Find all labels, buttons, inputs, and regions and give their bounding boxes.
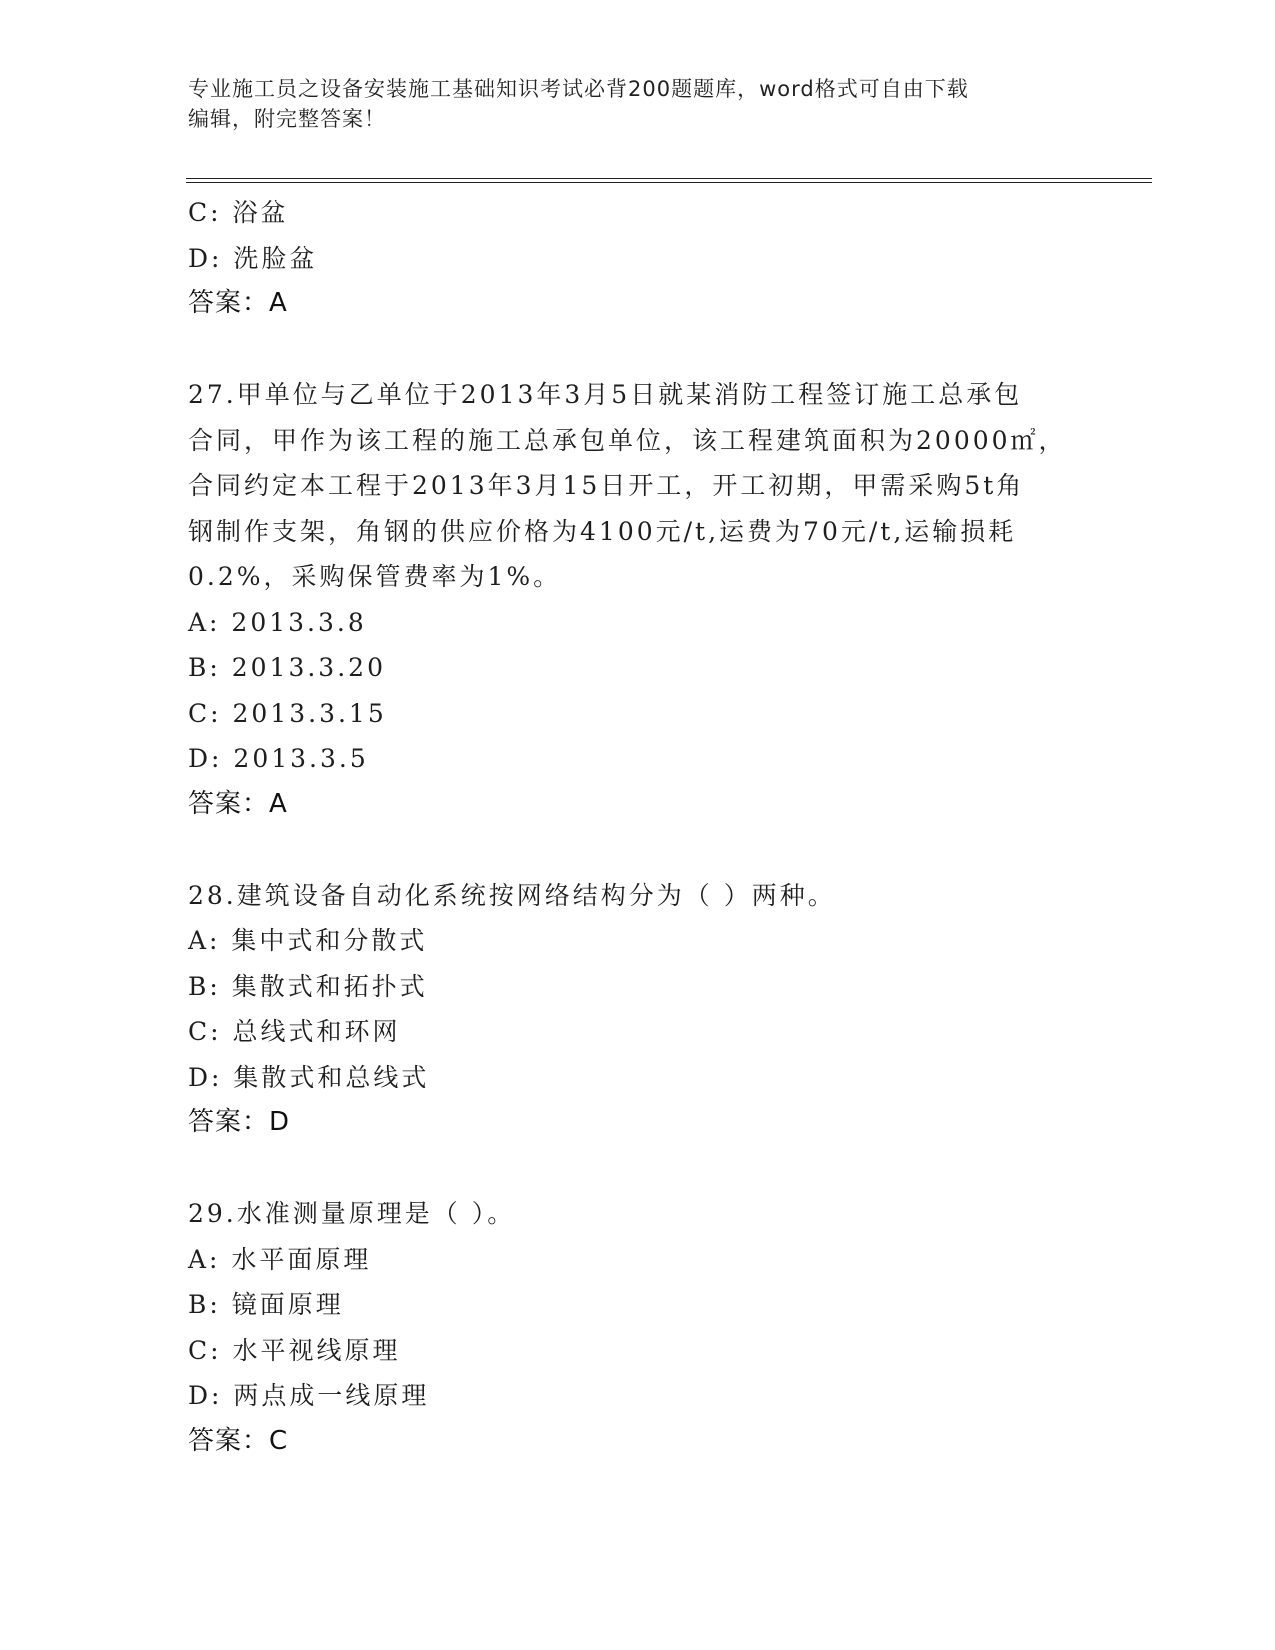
option-d: D: 两点成一线原理	[188, 1381, 430, 1410]
stem-line: 27.甲单位与乙单位于2013年3月5日就某消防工程签订施工总承包	[188, 380, 1023, 409]
option-b: B: 镜面原理	[188, 1290, 344, 1319]
stem-line: 合同，甲作为该工程的施工总承包单位，该工程建筑面积为20000㎡，	[188, 425, 1067, 455]
header-divider-top	[186, 178, 1152, 179]
question-28	[188, 873, 1088, 1146]
stem-line: 29.水准测量原理是（ ）。	[188, 1199, 516, 1228]
option-d: D: 2013.3.5	[188, 744, 369, 773]
question-stem	[188, 372, 1088, 600]
spacer	[188, 327, 1088, 373]
spacer	[188, 827, 1088, 873]
question-27	[188, 372, 1088, 827]
answer-line: 答案：D	[188, 1107, 291, 1137]
answer-line: 答案：C	[188, 1425, 289, 1456]
stem-line: 0.2%，采购保管费率为1%。	[188, 562, 562, 591]
option-b: B: 集散式和拓扑式	[188, 971, 428, 1001]
question-29	[188, 1191, 1088, 1464]
stem-line: 28.建筑设备自动化系统按网络结构分为（ ）两种。	[188, 880, 836, 910]
answer-line: 答案：A	[188, 788, 288, 819]
document-header	[188, 74, 1088, 134]
option-c: C: 2013.3.15	[188, 698, 387, 728]
answer-line: 答案：A	[188, 288, 288, 318]
question-stem	[188, 873, 1088, 919]
spacer	[188, 1146, 1088, 1192]
stem-line: 钢制作支架，角钢的供应价格为4100元/t,运费为70元/t,运输损耗	[188, 516, 1017, 546]
option-d: D: 集散式和总线式	[188, 1062, 430, 1092]
header-line-1: 专业施工员之设备安装施工基础知识考试必背200题题库，word格式可自由下载	[188, 77, 969, 101]
question-stem	[188, 1191, 1088, 1237]
option-a: A: 水平面原理	[188, 1244, 372, 1274]
header-divider-bottom	[186, 182, 1152, 183]
stem-line: 合同约定本工程于2013年3月15日开工，开工初期，甲需采购5t角	[188, 471, 1025, 500]
option-a: A: 2013.3.8	[188, 607, 367, 637]
option-b: B: 2013.3.20	[188, 653, 386, 682]
question-list	[188, 190, 1088, 1464]
option-c: C: 总线式和环网	[188, 1017, 401, 1046]
option-d: D: 洗脸盆	[188, 243, 318, 273]
header-line-2: 编辑，附完整答案！	[188, 107, 386, 131]
option-a: A: 集中式和分散式	[188, 926, 428, 955]
option-c: C: 浴盆	[188, 198, 289, 227]
option-c: C: 水平视线原理	[188, 1335, 401, 1365]
question-26-tail	[188, 190, 1088, 327]
